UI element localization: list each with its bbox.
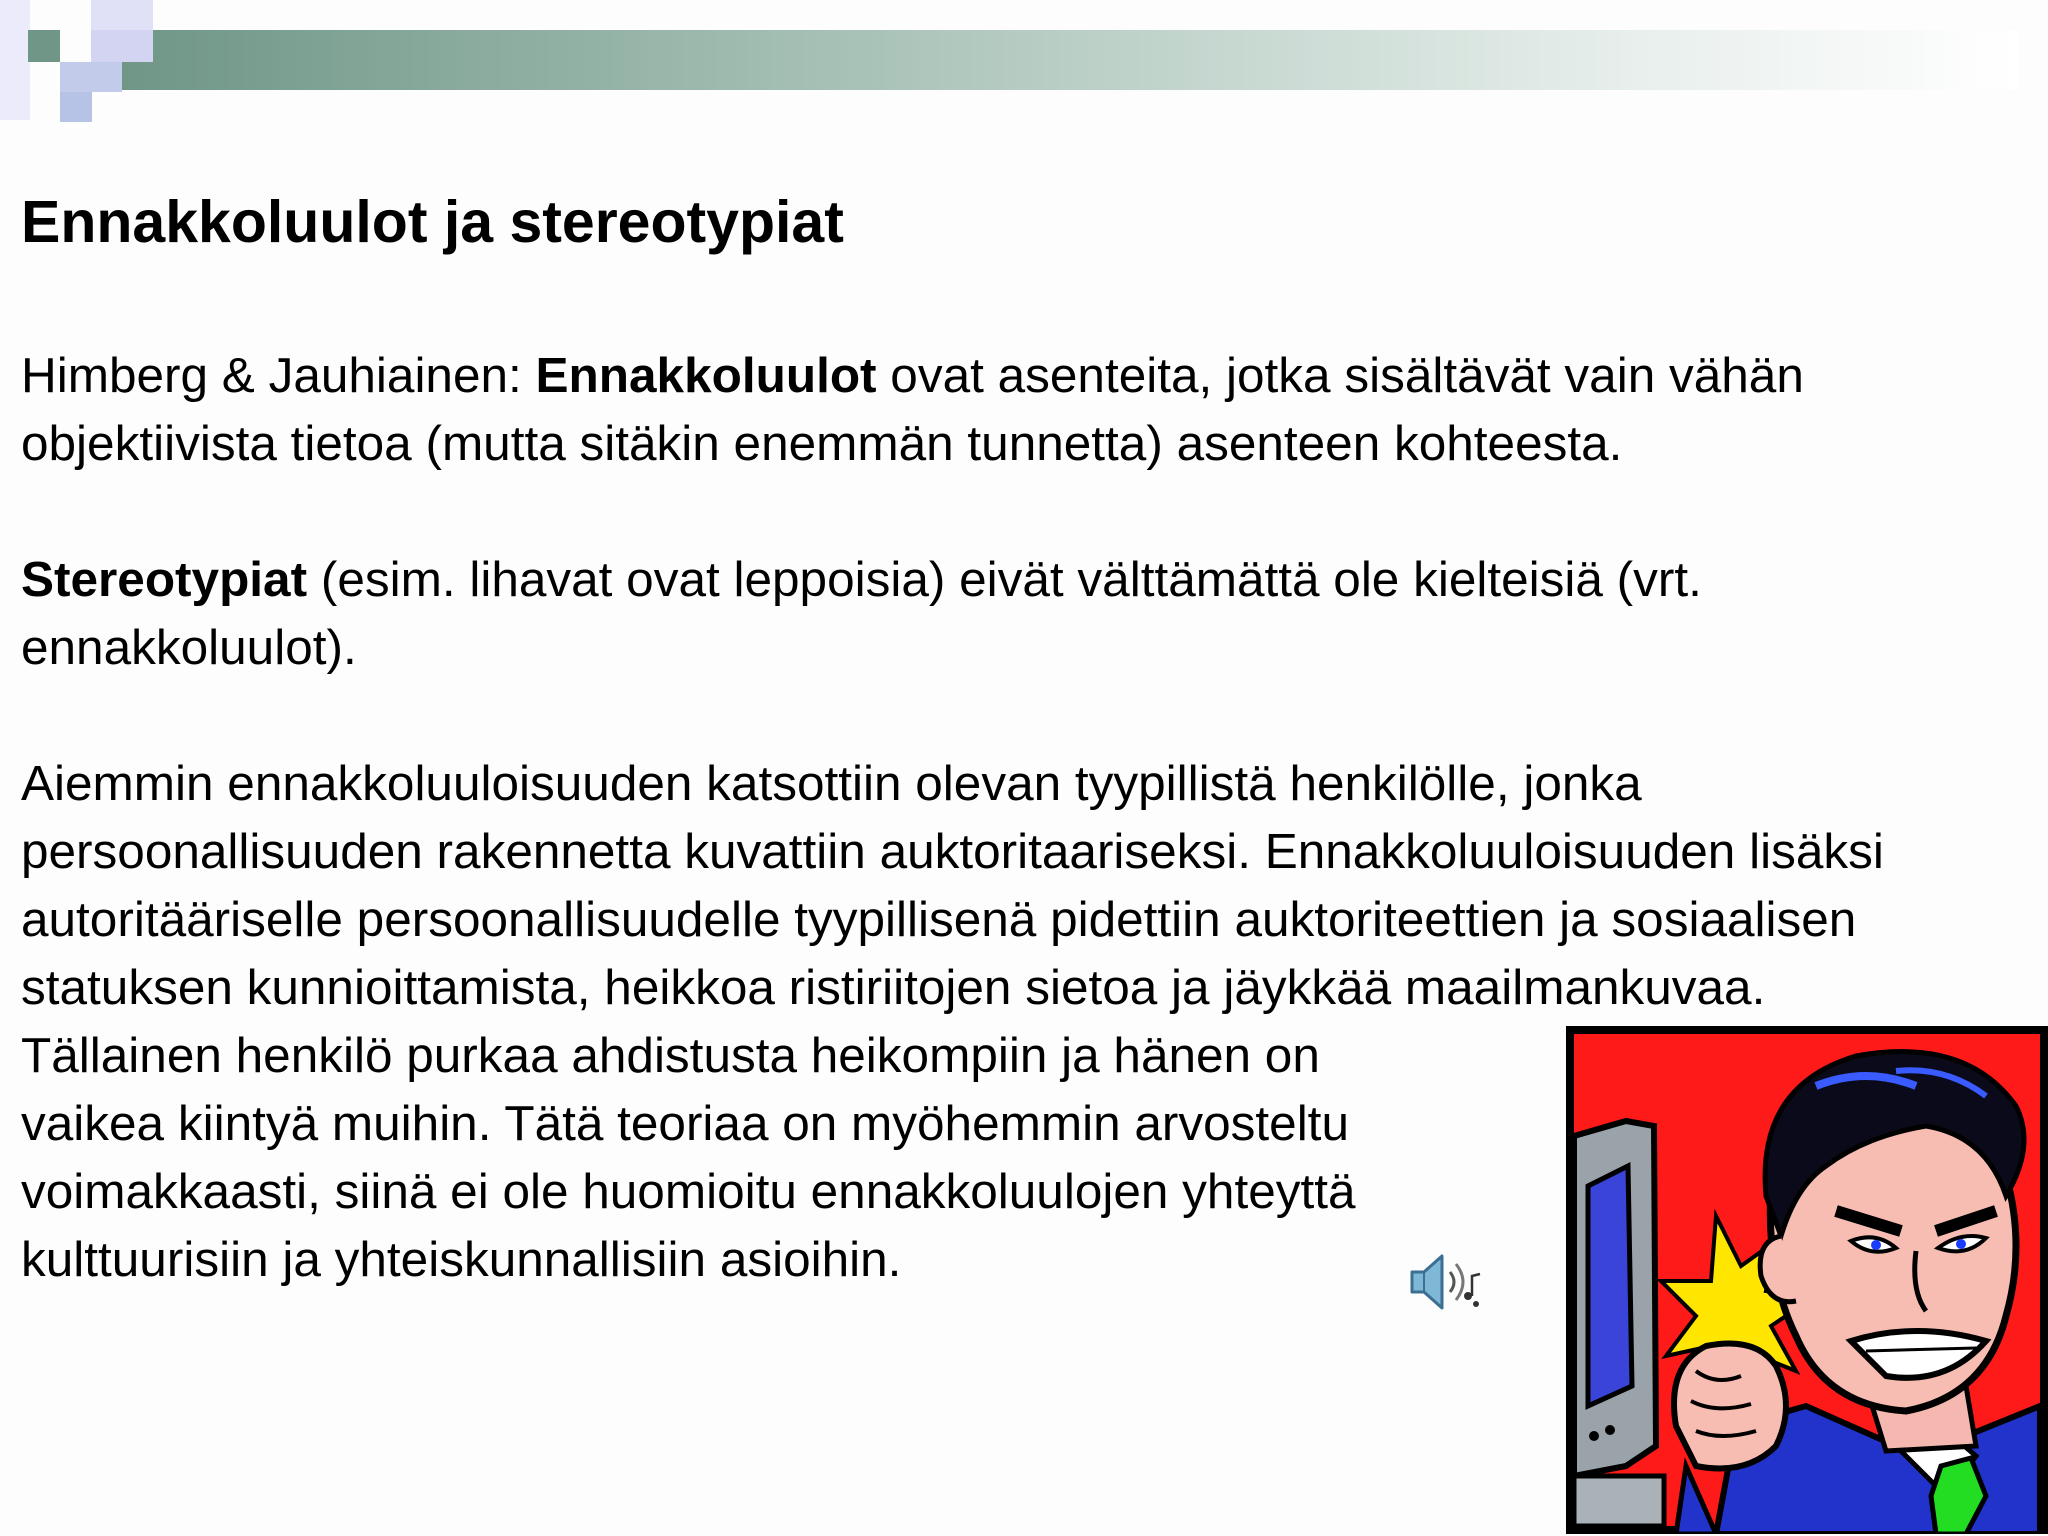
slide-title: Ennakkoluulot ja stereotypiat bbox=[21, 189, 844, 255]
header-square-3 bbox=[91, 30, 153, 62]
paragraph-line: autoritääriselle persoonallisuudelle tyypillisenä pidettiin auktoriteettien ja sosiaalisen bbox=[21, 892, 1857, 947]
speaker-icon[interactable] bbox=[1408, 1250, 1484, 1314]
angry-man-clipart bbox=[1566, 1026, 2048, 1534]
paragraph-line: persoonallisuuden rakennetta kuvattiin auktoritaariseksi. Ennakkoluuloisuuden lisäksi bbox=[21, 824, 1884, 879]
paragraph-ennakkoluulot bbox=[21, 342, 1804, 478]
paragraph-line: ennakkoluulot). bbox=[21, 620, 357, 675]
line-text: ovat asenteita, jotka sisältävät vain vähän bbox=[876, 348, 1804, 403]
line-text: (esim. lihavat ovat leppoisia) eivät välttämättä ole kielteisiä (vrt. bbox=[307, 552, 1702, 607]
term-ennakkoluulot: Ennakkoluulot bbox=[535, 348, 877, 403]
paragraph-line: kulttuurisiin ja yhteiskunnallisiin asioihin. bbox=[21, 1232, 902, 1287]
paragraph-line bbox=[21, 342, 1804, 410]
header-square-light bbox=[0, 0, 30, 120]
header-square-1 bbox=[28, 30, 60, 62]
paragraph-line: objektiivista tietoa (mutta sitäkin enemmän tunnetta) asenteen kohteesta. bbox=[21, 416, 1623, 471]
paragraph-line: Aiemmin ennakkoluuloisuuden katsottiin olevan tyypillistä henkilölle, jonka bbox=[21, 756, 1642, 811]
paragraph-line: statuksen kunnioittamista, heikkoa ristiriitojen sietoa ja jäykkää maailmankuvaa. bbox=[21, 960, 1766, 1015]
citation-prefix: Himberg & Jauhiainen: bbox=[21, 348, 536, 403]
paragraph-line bbox=[21, 546, 1702, 614]
paragraph-line: Tällainen henkilö purkaa ahdistusta heikompiin ja hänen on bbox=[21, 1028, 1320, 1083]
header-square-5 bbox=[60, 92, 92, 122]
header-gradient-bar bbox=[118, 30, 2018, 90]
header-square-4 bbox=[60, 62, 122, 92]
paragraph-line: vaikea kiintyä muihin. Tätä teoriaa on myöhemmin arvosteltu bbox=[21, 1096, 1349, 1151]
header-square-2 bbox=[91, 0, 153, 30]
paragraph-line: voimakkaasti, siinä ei ole huomioitu ennakkoluulojen yhteyttä bbox=[21, 1164, 1356, 1219]
term-stereotypiat: Stereotypiat bbox=[21, 552, 308, 607]
paragraph-stereotypiat bbox=[21, 546, 1702, 682]
